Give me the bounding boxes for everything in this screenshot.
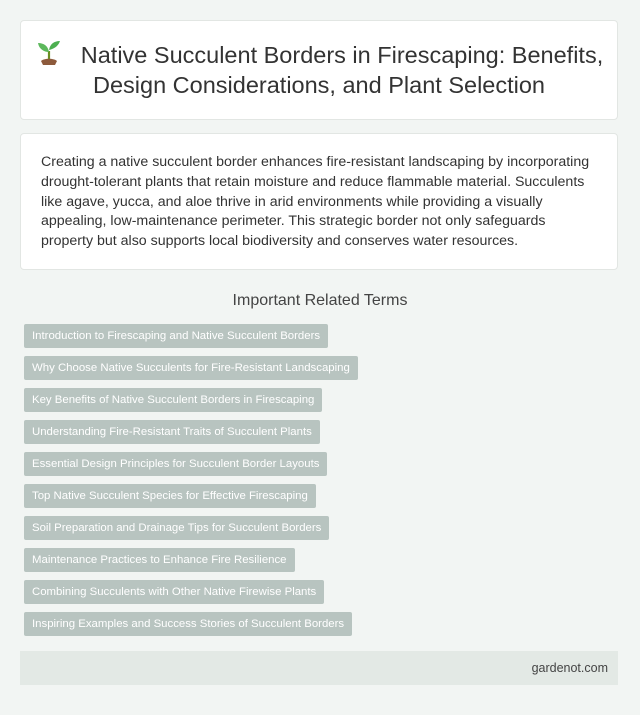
related-term-tag[interactable]: Combining Succulents with Other Native Firewise Plants — [24, 580, 324, 604]
footer — [20, 651, 618, 685]
related-term-tag[interactable]: Essential Design Principles for Succulent Border Layouts — [24, 452, 327, 476]
related-term-tag[interactable]: Top Native Succulent Species for Effective Firescaping — [24, 484, 316, 508]
related-term-tag[interactable]: Introduction to Firescaping and Native Succulent Borders — [24, 324, 328, 348]
related-term-tag[interactable]: Inspiring Examples and Success Stories of Succulent Borders — [24, 612, 352, 636]
title-card — [20, 20, 618, 120]
related-term-tag[interactable]: Maintenance Practices to Enhance Fire Resilience — [24, 548, 295, 572]
footer-site-link[interactable]: gardenot.com — [531, 661, 608, 675]
related-term-tag[interactable]: Key Benefits of Native Succulent Borders in Firescaping — [24, 388, 322, 412]
seedling-icon — [35, 40, 63, 66]
description-card — [20, 133, 618, 270]
related-terms-heading: Important Related Terms — [232, 292, 408, 309]
page-title — [21, 40, 617, 100]
related-terms-list — [24, 324, 358, 644]
description-text: Creating a native succulent border enhances fire-resistant landscaping by incorporating drought-tolerant plants that retain moisture and reduce flammable material. Succulents like agave, yucca, and aloe thrive in arid environments while providing a visually appealing, low-maintenance perimeter. This strategic border not only safeguards property but also supports local biodiversity and conserves water resources. — [41, 154, 590, 250]
page-title-text: Native Succulent Borders in Firescaping: Benefits, Design Considerations, and Plant Selection — [80, 42, 604, 98]
related-term-tag[interactable]: Why Choose Native Succulents for Fire-Resistant Landscaping — [24, 356, 358, 380]
related-term-tag[interactable]: Soil Preparation and Drainage Tips for Succulent Borders — [24, 516, 329, 540]
related-term-tag[interactable]: Understanding Fire-Resistant Traits of Succulent Plants — [24, 420, 320, 444]
